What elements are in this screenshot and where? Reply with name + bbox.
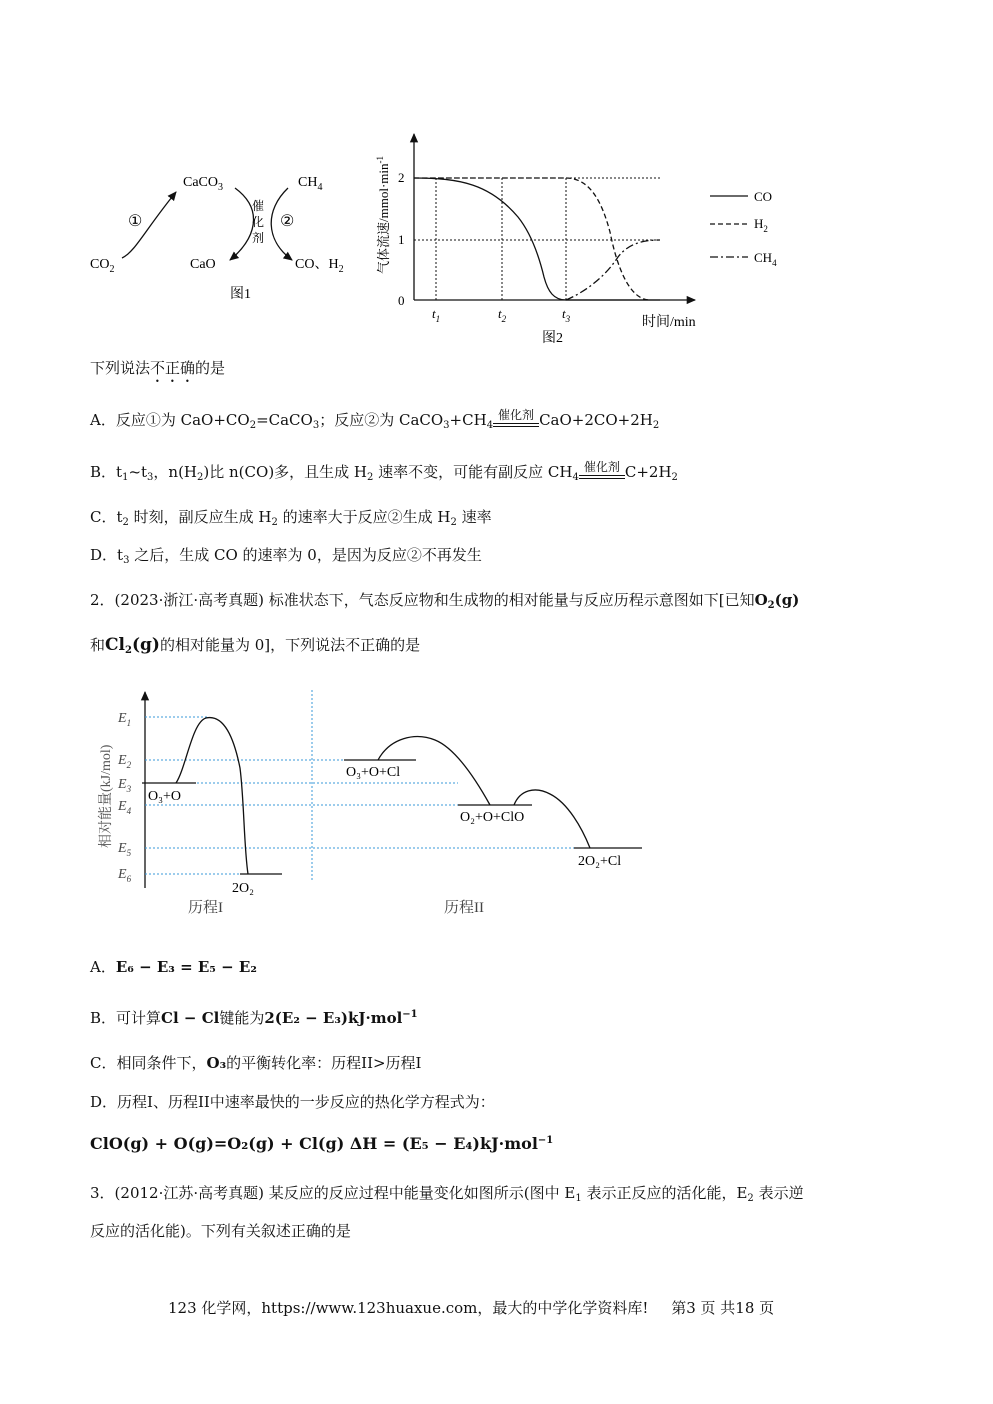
legend-h2-label: $H_2$ (754, 216, 768, 234)
cao-label: CaO (190, 257, 216, 272)
option-label: C． (90, 1054, 117, 1072)
q2-equation: ClO(g) + O(g)=O₂(g) + Cl(g) ΔH = (E₅ − E₄)kJ·mol$^{-1}$ (90, 1134, 554, 1153)
series-co-line (414, 178, 660, 300)
figure-2-chart (370, 122, 790, 347)
level-e2: $E_2$ (118, 753, 132, 770)
x-tick-t1: $t_1$ (432, 306, 441, 324)
series-h2-line (414, 178, 650, 300)
q1-option-d: D．$t_3$ 之后，生成 CO 的速率为 0，是因为反应②不再发生 (90, 546, 482, 566)
step1-label: ① (128, 213, 143, 230)
label-o2-o-clo: O₂+O+ClO (460, 810, 525, 825)
level-e1: $E_1$ (118, 711, 132, 728)
o2-formula: $O_2(g)$ (754, 591, 800, 611)
q1-stem (90, 358, 225, 386)
q1-option-b: B．$t_1\sim t_3$，$n(H_2)$比 n(CO)多，且生成 $H_2$ 速率不变，可能有副反应 $CH_4$ 催化剂 $C+2H_2$ (90, 460, 678, 483)
catalyst-char-2: 化 (252, 215, 265, 229)
label-o3-o: O₃+O (148, 789, 181, 804)
catalyst-char-1: 催 (252, 199, 265, 213)
q3-stem-line2: 反应的活化能)。下列有关叙述正确的是 (90, 1222, 351, 1240)
q1-stem-end: 的是 (195, 359, 226, 377)
series-ch4-line (566, 240, 660, 300)
option-label: D． (90, 546, 118, 564)
q2-stem-line2: 和$Cl_2(g)$的相对能量为 0]，下列说法不正确的是 (90, 635, 421, 656)
level-guides (145, 690, 640, 880)
catalyst-char-3: 剂 (252, 231, 265, 245)
arrow-caco3-to-cao (230, 188, 254, 260)
figure-1 (80, 160, 370, 310)
footer-site-text: 123 化学网，https://www.123huaxue.com，最大的中学化学资料库! (168, 1299, 649, 1317)
level-e6: $E_6$ (118, 867, 132, 884)
option-label: A． (90, 958, 116, 976)
q2-option-b: B．可计算Cl − Cl键能为2(E₂ − E₃)kJ·mol$^{-1}$ (90, 1009, 418, 1027)
co-h2-label: CO、$H_2$ (295, 257, 344, 275)
figure-1-caption: 图1 (230, 287, 251, 302)
level-e5: $E_5$ (118, 841, 132, 858)
q1-stem-text: 下列说法 (90, 359, 151, 377)
footer-page-number: 第3 页 共18 页 (671, 1299, 775, 1317)
step2-label: ② (280, 213, 295, 230)
o3-formula: O₃ (206, 1054, 227, 1072)
co2-label: $CO_2$ (90, 257, 115, 275)
cl2-formula: $Cl_2(g)$ (105, 635, 160, 656)
catalyst-condition: 催化剂 (579, 461, 625, 479)
q2-option-d: D．历程I、历程II中速率最快的一步反应的热化学方程式为： (90, 1093, 495, 1111)
x-axis-label: 时间/min (642, 315, 696, 330)
caco3-label: CaCO$_3$ (183, 175, 223, 193)
level-e3: $E_3$ (118, 777, 132, 794)
label-2o2-cl: 2O₂+Cl (578, 854, 622, 869)
option-label: D． (90, 1093, 118, 1111)
option-label: A． (90, 411, 116, 429)
x-tick-t3: $t_3$ (562, 306, 571, 324)
q1-stem-emphasis: 不正确 (150, 359, 196, 377)
path-2-curve-2 (514, 790, 590, 848)
catalyst-condition: 催化剂 (493, 409, 539, 427)
option-label: C． (90, 508, 117, 526)
ch4-label: $CH_4$ (298, 175, 323, 193)
cl-cl-bond: Cl − Cl (161, 1009, 220, 1027)
q2-stem-line1: 2．(2023·浙江·高考真题) 标准状态下，气态反应物和生成物的相对能量与反应历程示意图如下[已知$O_2(g)$ (90, 591, 800, 611)
label-o3-o-cl: O₃+O+Cl (346, 765, 401, 780)
legend-co-label: CO (754, 189, 773, 204)
bond-energy-formula: 2(E₂ − E₃)kJ·mol$^{-1}$ (264, 1009, 418, 1027)
option-label: B． (90, 1009, 117, 1027)
x-tick-t2: $t_2$ (498, 306, 507, 324)
energy-y-axis-label: 相对能量(kJ/mol) (99, 744, 114, 848)
formula-a: E₆ − E₃ = E₅ − E₂ (115, 958, 257, 976)
path-1-caption: 历程I (188, 900, 223, 916)
y-tick-1: 1 (398, 232, 405, 247)
y-tick-0: 0 (398, 293, 405, 308)
level-e4: $E_4$ (118, 799, 132, 816)
q1-option-c: C．$t_2$ 时刻，副反应生成 $H_2$ 的速率大于反应②生成 $H_2$ 速率 (90, 508, 492, 528)
path-2-caption: 历程II (444, 900, 484, 916)
option-label: B． (90, 463, 117, 481)
grid (414, 178, 660, 300)
q3-stem-line1: 3．(2012·江苏·高考真题) 某反应的反应过程中能量变化如图所示(图中 $E_1$ 表示正反应的活化能，$E_2$ 表示逆 (90, 1184, 804, 1204)
path-1-curve (176, 718, 248, 874)
label-2o2: 2O₂ (232, 881, 254, 896)
q2-option-c: C．相同条件下，O₃的平衡转化率：历程II>历程I (90, 1054, 422, 1072)
y-axis-label: 气体流速$/mmol\cdot\min^{-1}$ (375, 155, 391, 274)
page-footer (168, 1298, 774, 1318)
q2-option-a (90, 957, 257, 977)
energy-diagram (90, 688, 650, 923)
figure-2-caption: 图2 (542, 331, 563, 346)
legend-ch4-label: $CH_4$ (754, 250, 777, 268)
q1-option-a: A．反应①为 $CaO+CO_2=CaCO_3$；反应②为 $CaCO_3+CH_4$ 催化剂 $CaO+2CO+2H_2$ (90, 408, 660, 431)
y-tick-2: 2 (398, 170, 405, 185)
